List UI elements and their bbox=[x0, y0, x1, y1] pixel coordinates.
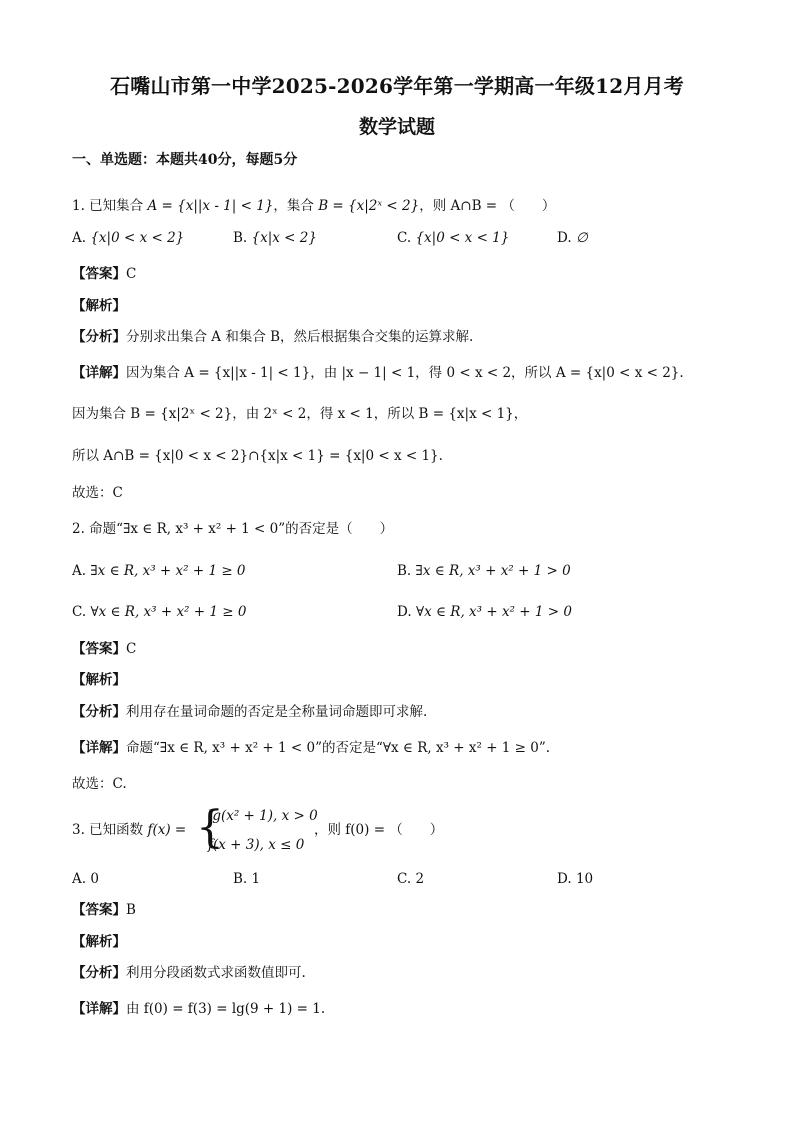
q1-stem-suffix: ，则 A∩B = （ ） bbox=[419, 198, 556, 214]
q3-fenxi bbox=[72, 963, 306, 983]
q3-option-d bbox=[557, 869, 593, 889]
q1-option-c bbox=[397, 228, 509, 248]
option-text: 2 bbox=[415, 871, 425, 887]
answer-tag: 【答案】 bbox=[72, 266, 126, 282]
option-label: C. bbox=[397, 230, 412, 246]
xiangjie-tag: 【详解】 bbox=[72, 740, 126, 756]
q1-xiangjie-1 bbox=[72, 363, 684, 383]
q2-jiexi-tag: 【解析】 bbox=[72, 672, 126, 688]
answer-value: C bbox=[126, 266, 137, 282]
q2-option-d bbox=[397, 602, 572, 622]
option-label: C. bbox=[397, 871, 412, 887]
option-label: D. bbox=[557, 871, 572, 887]
fenxi-tag: 【分析】 bbox=[72, 704, 126, 720]
option-text: {x|0 < x < 2} bbox=[90, 230, 185, 246]
q3-xiangjie bbox=[72, 999, 325, 1019]
q1-stem-prefix: 1. 已知集合 bbox=[72, 198, 144, 214]
fenxi-text: 分别求出集合 A 和集合 B，然后根据集合交集的运算求解. bbox=[126, 329, 474, 345]
option-text: ∃x ∈ R, x³ + x² + 1 ≥ 0 bbox=[90, 563, 246, 579]
answer-tag: 【答案】 bbox=[72, 902, 126, 918]
q2-option-b bbox=[397, 561, 571, 581]
q3-stem-prefix bbox=[72, 820, 186, 840]
q2-stem: 2. 命题“∃x ∈ R, x³ + x² + 1 < 0”的否定是（ ） bbox=[72, 521, 394, 537]
option-label: B. bbox=[233, 871, 248, 887]
option-text: 10 bbox=[575, 871, 594, 887]
option-text: {x|x < 2} bbox=[251, 230, 317, 246]
q1-set-b: B = {x|2ˣ < 2} bbox=[318, 198, 420, 214]
fenxi-tag: 【分析】 bbox=[72, 329, 126, 345]
section-heading: 一、单选题：本题共40分，每题5分 bbox=[72, 152, 298, 168]
option-label: C. bbox=[72, 604, 87, 620]
q3-case-1: lg(x² + 1), x > 0 bbox=[208, 808, 318, 824]
option-label: B. bbox=[233, 230, 248, 246]
option-label: A. bbox=[72, 563, 87, 579]
q1-fenxi bbox=[72, 327, 473, 347]
q3-jiexi-tag: 【解析】 bbox=[72, 934, 126, 950]
q2-answer bbox=[72, 639, 136, 659]
option-text: ∃x ∈ R, x³ + x² + 1 > 0 bbox=[415, 563, 571, 579]
q2-fenxi bbox=[72, 702, 427, 722]
option-text: 1 bbox=[251, 871, 261, 887]
option-label: A. bbox=[72, 230, 87, 246]
option-text: ∀x ∈ R, x³ + x² + 1 > 0 bbox=[415, 604, 572, 620]
option-text: {x|0 < x < 1} bbox=[415, 230, 510, 246]
page-title: 石嘴山市第一中学2025-2026学年第一学期高一年级12月月考 bbox=[110, 74, 684, 98]
fenxi-text: 利用分段函数式求函数值即可. bbox=[126, 965, 306, 981]
q1-jiexi-tag: 【解析】 bbox=[72, 298, 126, 314]
q2-option-a bbox=[72, 561, 246, 581]
q3-fx: f(x) = bbox=[147, 822, 187, 838]
q3-case-2: f(x + 3), x ≤ 0 bbox=[208, 837, 305, 853]
q3-prefix-text: 3. 已知函数 bbox=[72, 822, 144, 838]
q2-option-c bbox=[72, 602, 246, 622]
answer-tag: 【答案】 bbox=[72, 641, 126, 657]
q1-set-a: A = {x||x - 1| < 1} bbox=[147, 198, 274, 214]
q1-answer bbox=[72, 264, 136, 284]
q1-option-d bbox=[557, 228, 588, 248]
option-label: A. bbox=[72, 871, 87, 887]
option-label: D. bbox=[397, 604, 412, 620]
q1-option-b bbox=[233, 228, 317, 248]
xiangjie-text: 因为集合 A = {x||x - 1| < 1}，由 |x − 1| < 1，得 0 < x < 2，所以 A = {x|0 < x < 2}. bbox=[126, 365, 684, 381]
fenxi-tag: 【分析】 bbox=[72, 965, 126, 981]
q3-option-a bbox=[72, 869, 99, 889]
q1-xiangjie-2: 因为集合 B = {x|2ˣ < 2}，由 2ˣ < 2，得 x < 1，所以 B = {x|x < 1}， bbox=[72, 406, 528, 422]
answer-value: B bbox=[126, 902, 136, 918]
q3-answer bbox=[72, 900, 136, 920]
piecewise-brace: { bbox=[196, 802, 224, 853]
q2-guxuan: 故选：C. bbox=[72, 776, 127, 792]
option-text: ∀x ∈ R, x³ + x² + 1 ≥ 0 bbox=[90, 604, 247, 620]
option-text: 0 bbox=[90, 871, 99, 887]
q1-xiangjie-3: 所以 A∩B = {x|0 < x < 2}∩{x|x < 1} = {x|0 < x < 1}. bbox=[72, 448, 443, 464]
xiangjie-text: 由 f(0) = f(3) = lg(9 + 1) = 1. bbox=[126, 1001, 326, 1017]
option-label: D. bbox=[557, 230, 572, 246]
xiangjie-text: 命题“∃x ∈ R, x³ + x² + 1 < 0”的否定是“∀x ∈ R, x³ + x² + 1 ≥ 0”. bbox=[126, 740, 551, 756]
q1-guxuan: 故选：C bbox=[72, 485, 123, 501]
page-subtitle: 数学试题 bbox=[358, 116, 435, 138]
answer-value: C bbox=[126, 641, 137, 657]
q1-option-a bbox=[72, 228, 184, 248]
q1-stem bbox=[72, 196, 555, 216]
xiangjie-tag: 【详解】 bbox=[72, 365, 126, 381]
q3-stem-suffix: ，则 f(0) = （ ） bbox=[314, 822, 444, 838]
q3-option-c bbox=[397, 869, 424, 889]
fenxi-text: 利用存在量词命题的否定是全称量词命题即可求解. bbox=[126, 704, 428, 720]
option-text: ∅ bbox=[575, 230, 588, 246]
xiangjie-tag: 【详解】 bbox=[72, 1001, 126, 1017]
q3-option-b bbox=[233, 869, 260, 889]
q2-xiangjie bbox=[72, 738, 550, 758]
q1-stem-mid: ，集合 bbox=[273, 198, 314, 214]
option-label: B. bbox=[397, 563, 412, 579]
